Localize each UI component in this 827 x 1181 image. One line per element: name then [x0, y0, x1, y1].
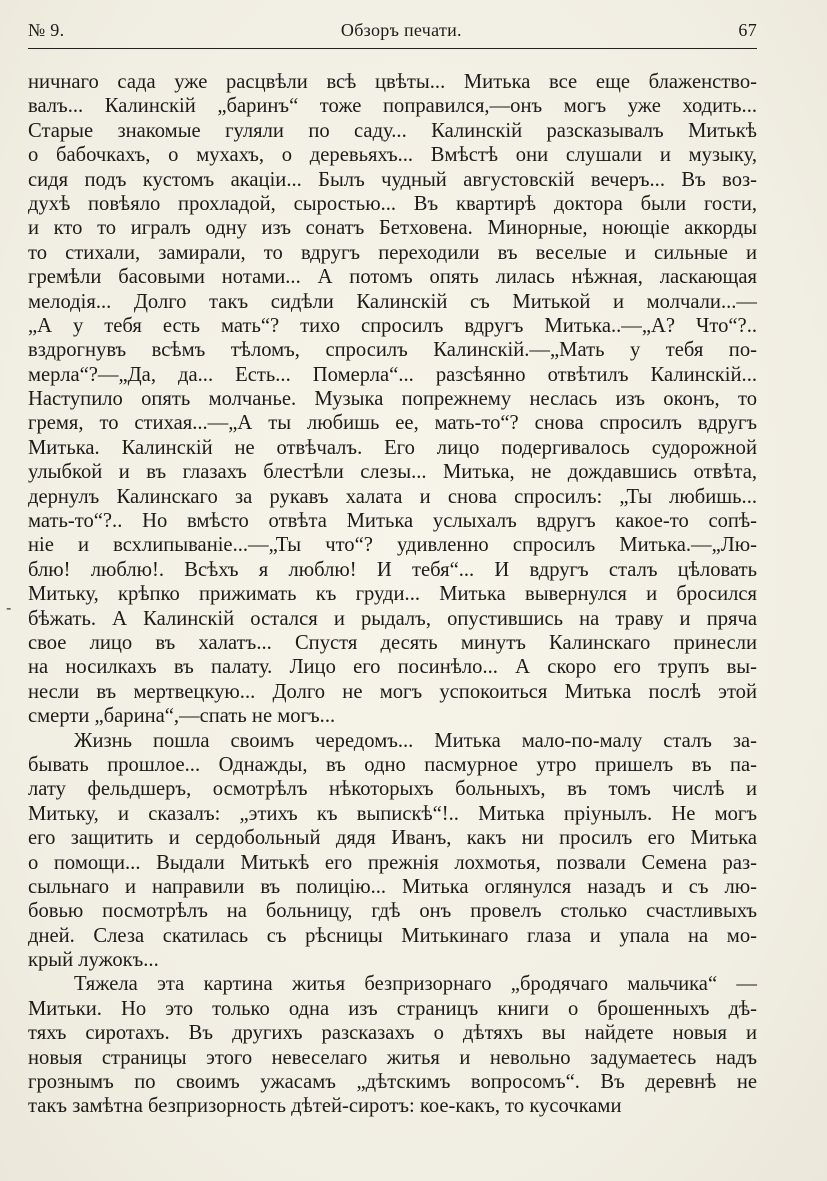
- page-number: 67: [738, 20, 757, 40]
- issue-number: № 9.: [28, 20, 65, 40]
- text-line: духѣ повѣяло прохладой, сыростью... Въ квартирѣ доктора были гости,: [28, 192, 757, 215]
- text-line: бовью посмотрѣлъ на больницу, гдѣ онъ провелъ столько счастливыхъ: [28, 900, 757, 923]
- text-line: ніе и всхлипываніе...—„Ты что“? удивленно спросилъ Митька.—„Лю-: [28, 534, 757, 557]
- text-line: дернулъ Калинскаго за рукавъ халата и снова спросилъ: „Ты любишь...: [28, 485, 757, 508]
- text-line: новыя страницы этого невеселаго житья и невольно задумаетесь надъ: [28, 1046, 757, 1069]
- running-header: [28, 20, 757, 46]
- text-line: мерла“?—„Да, да... Есть... Померла“... разсѣянно отвѣтилъ Калинскій...: [28, 363, 757, 386]
- text-line: „А у тебя есть мать“? тихо спросилъ вдругъ Митька..—„А? Что“?..: [28, 314, 757, 337]
- text-line: Митьки. Но это только одна изъ страницъ книги о брошенныхъ дѣ-: [28, 997, 757, 1020]
- text-line: лату фельдшеръ, осмотрѣлъ нѣкоторыхъ больныхъ, въ томъ числѣ и: [28, 778, 757, 801]
- text-line: Тяжела эта картина житья безпризорнаго „бродячаго мальчика“ —: [74, 973, 757, 996]
- text-line: ничнаго сада уже расцвѣли всѣ цвѣты... Митька все еще блаженство-: [28, 71, 757, 93]
- header-rule: [28, 48, 757, 49]
- text-line: на носилкахъ въ палату. Лицо его посинѣло... А скоро его трупъ вы-: [28, 656, 757, 679]
- text-line: о помощи... Выдали Митькѣ его прежнія лохмотья, позвали Семена раз-: [28, 851, 757, 874]
- paragraph: [28, 972, 757, 1118]
- text-line: гремя, то стихая...—„А ты любишь ее, мать-то“? снова спросилъ вдругъ: [28, 412, 757, 435]
- text-line: бѣжать. А Калинскій остался и рыдалъ, опустившись на траву и пряча: [28, 607, 757, 630]
- text-line: крый лужокъ...: [28, 949, 159, 972]
- text-line: его защитить и сердобольный дядя Иванъ, какъ ни просилъ его Митька: [28, 827, 757, 850]
- text-line: Митьку, крѣпко прижимать къ груди... Митька вывернулся и бросился: [28, 583, 757, 606]
- text-line: Митьку, и сказалъ: „этихъ къ выпискѣ“!.. Митька пріунылъ. Не могъ: [28, 802, 757, 825]
- text-line: валъ... Калинскій „баринъ“ тоже поправился,—онъ могъ уже ходить...: [28, 95, 757, 118]
- text-line: мелодія... Долго такъ сидѣли Калинскій съ Митькой и молчали...—: [28, 290, 757, 313]
- text-line: мать-то“?.. Но вмѣсто отвѣта Митька услыхалъ вдругъ какое-то сопѣ-: [28, 510, 757, 533]
- text-line: сыльнаго и направили въ полицію... Митька оглянулся назадъ и съ лю-: [28, 875, 757, 898]
- text-line: Старые знакомые гуляли по саду... Калинскій разсказывалъ Митькѣ: [28, 119, 757, 142]
- text-line: и кто то игралъ одну изъ сонатъ Бетховена. Минорные, ноющіе аккорды: [28, 217, 757, 240]
- paragraph: [28, 70, 757, 729]
- body-text: [28, 70, 757, 1119]
- text-line: грознымъ по своимъ ужасамъ „дѣтскимъ вопросомъ“. Въ деревнѣ не: [28, 1071, 757, 1094]
- text-line: то стихали, замирали, то вдругъ переходили въ веселые и сильные и: [28, 241, 757, 264]
- text-line: Митька. Калинскій не отвѣчалъ. Его лицо подергивалось судорожной: [28, 436, 757, 459]
- text-line: вздрогнувъ всѣмъ тѣломъ, спросилъ Калинскій.—„Мать у тебя по-: [28, 339, 757, 362]
- text-line: несли въ мертвецкую... Долго не могъ успокоиться Митька послѣ этой: [28, 680, 757, 703]
- text-line: дней. Слеза скатилась съ рѣсницы Митькинаго глаза и упала на мо-: [28, 924, 757, 947]
- text-line: бывать прошлое... Однажды, въ одно пасмурное утро пришелъ въ па-: [28, 753, 757, 776]
- text-line: блю! люблю!. Всѣхъ я люблю! И тебя“... И вдругъ сталъ цѣловать: [28, 558, 757, 581]
- text-line: свое лицо въ халатъ... Спустя десять минутъ Калинскаго принесли: [28, 631, 757, 654]
- text-line: Наступило опять молчанье. Музыка попрежнему неслась изъ оконъ, то: [28, 388, 757, 411]
- journal-section-title: Обзоръ печати.: [340, 20, 462, 40]
- text-line: смерти „барина“,—спать не могъ...: [28, 705, 336, 728]
- text-line: гремѣли басовыми нотами... А потомъ опять лилась нѣжная, ласкающая: [28, 266, 757, 289]
- text-line: такъ замѣтна безпризорность дѣтей-сиротъ: кое-какъ, то кусочками: [28, 1095, 622, 1118]
- text-line: сидя подъ кустомъ акаціи... Былъ чудный августовскій вечеръ... Въ воз-: [28, 168, 757, 191]
- text-line: о бабочкахъ, о мухахъ, о деревьяхъ... Вмѣстѣ они слушали и музыку,: [28, 144, 757, 167]
- text-line: тяхъ сиротахъ. Въ другихъ разсказахъ о дѣтяхъ вы найдете новыя и: [28, 1022, 757, 1045]
- text-line: улыбкой и въ глазахъ блестѣли слезы... Митька, не дождавшись отвѣта,: [28, 461, 757, 484]
- paragraph: [28, 729, 757, 973]
- text-line: Жизнь пошла своимъ чередомъ... Митька мало-по-малу сталъ за-: [74, 729, 757, 752]
- margin-mark: -: [6, 598, 12, 617]
